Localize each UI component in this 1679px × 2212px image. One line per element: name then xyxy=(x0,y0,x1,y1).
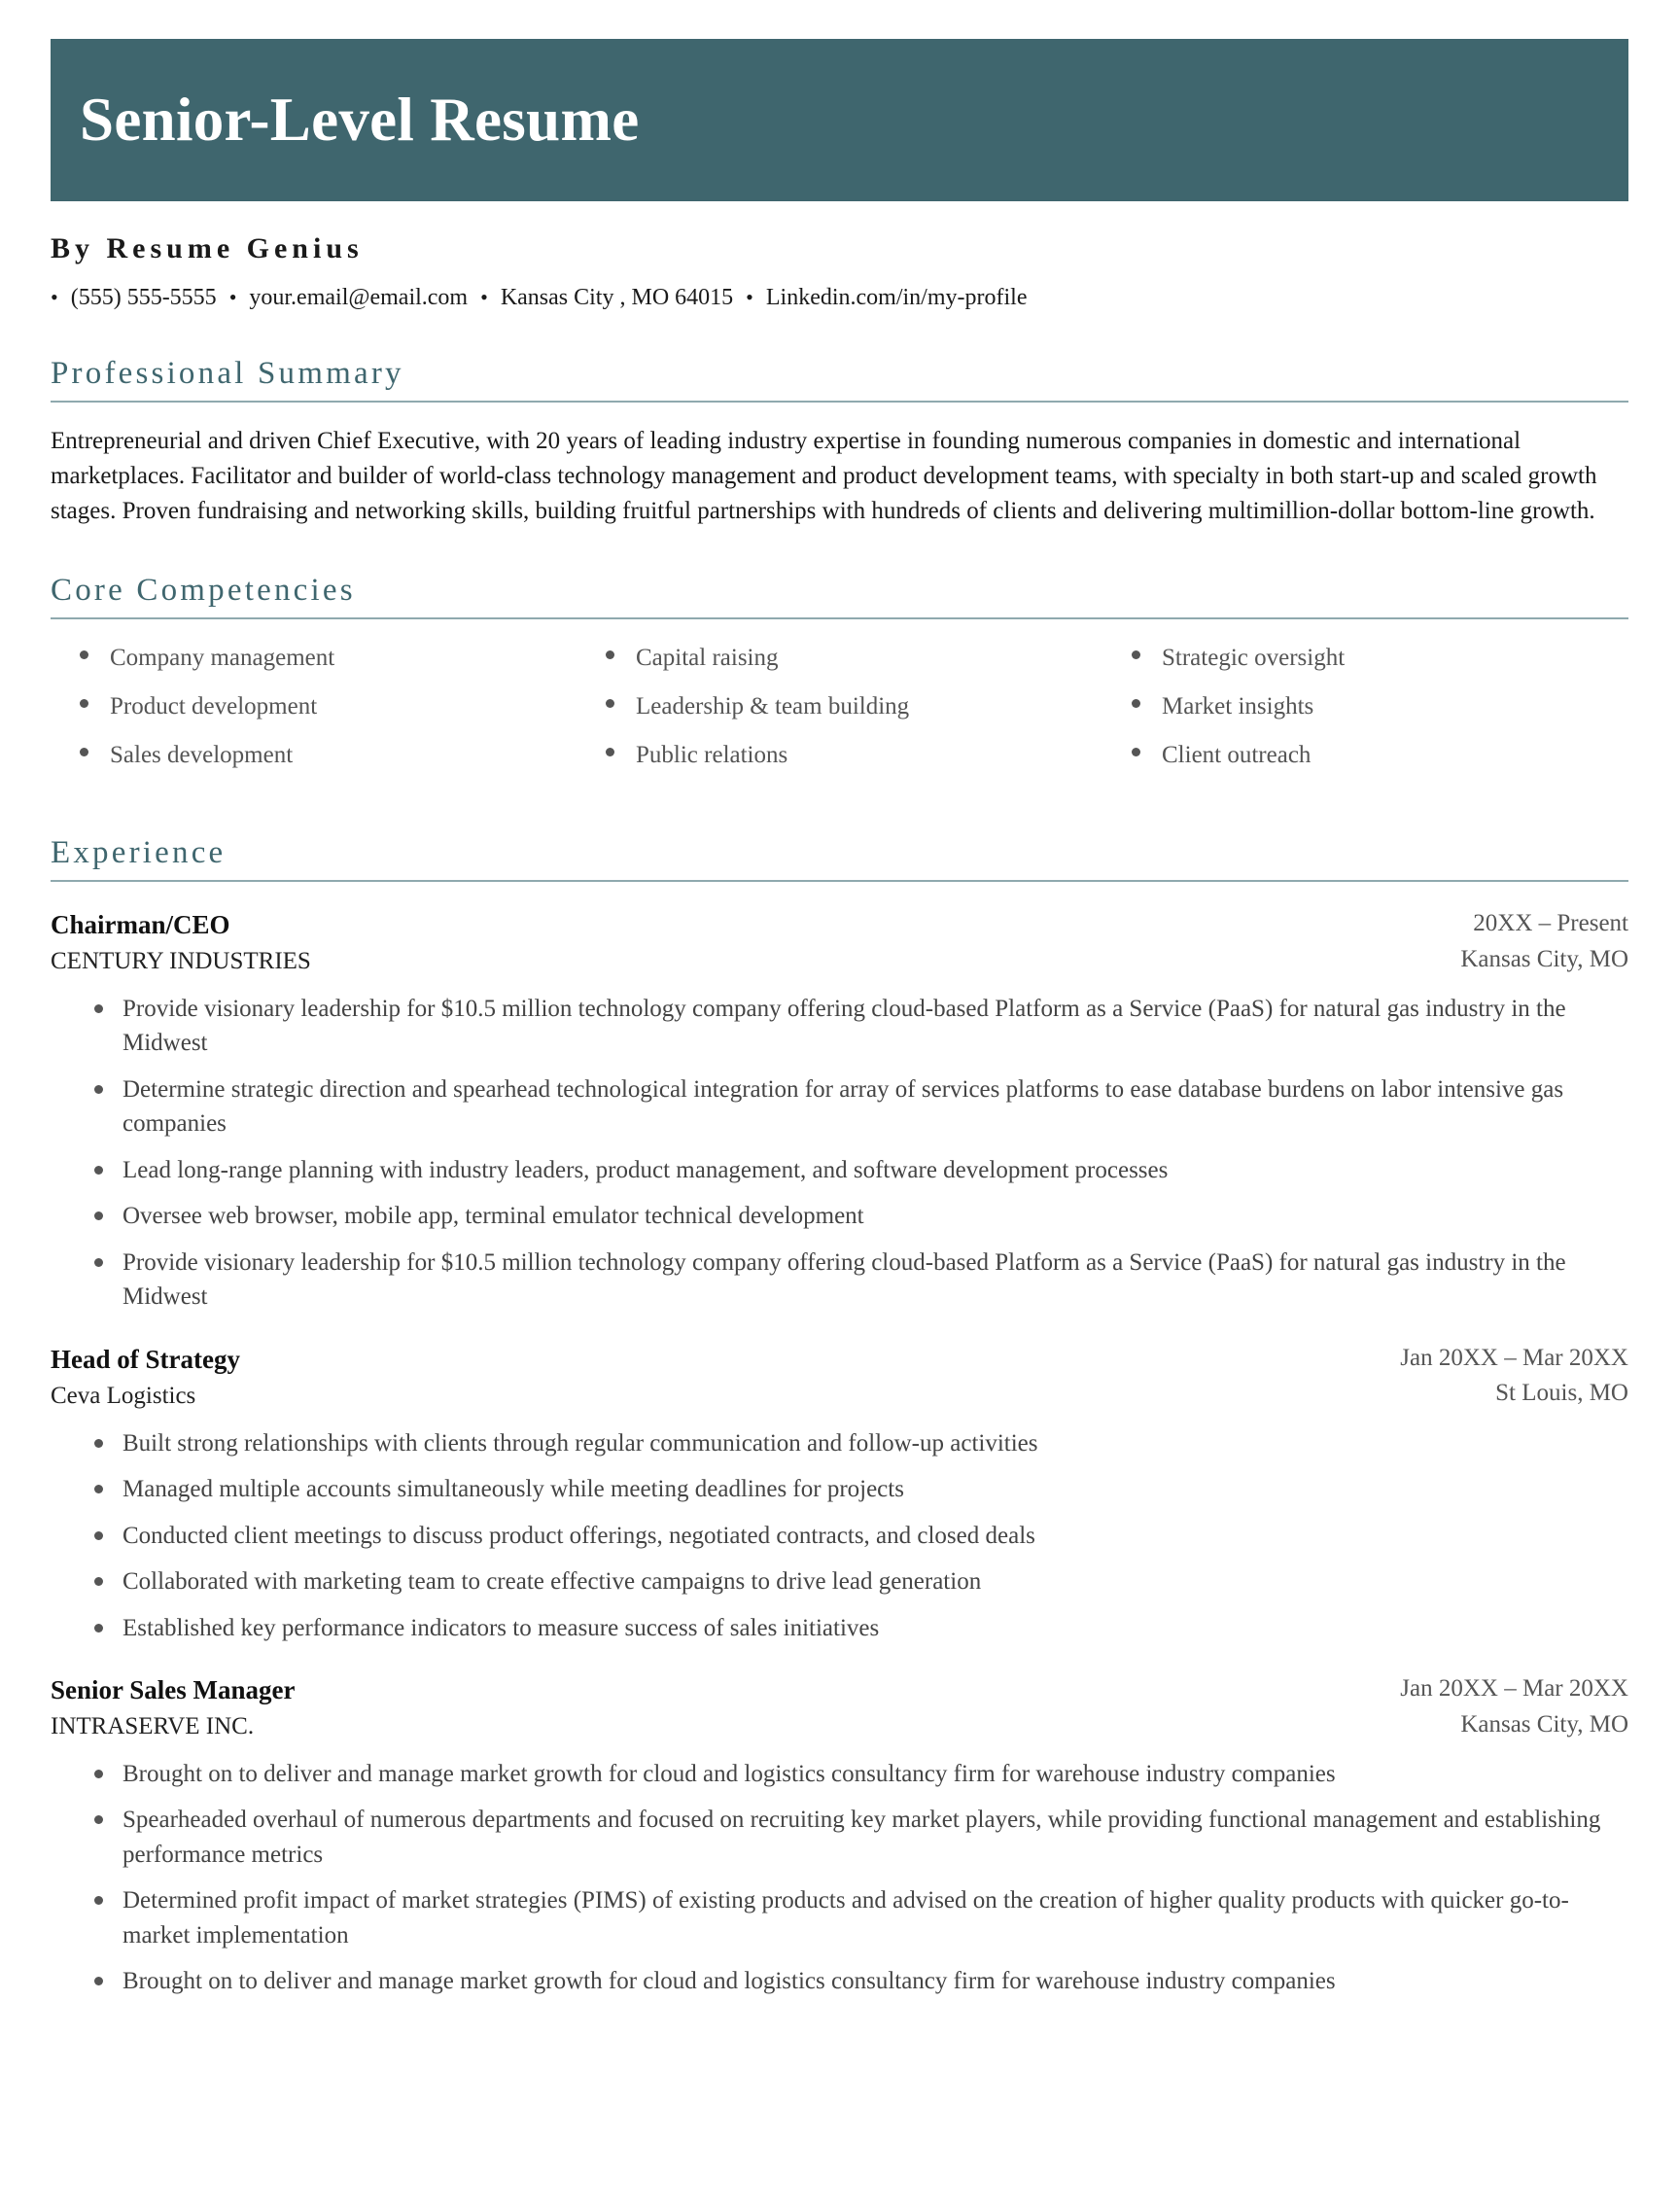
job-title: Chairman/CEO xyxy=(51,910,230,940)
summary-paragraph: Entrepreneurial and driven Chief Executive, with 20 years of leading industry expertise in founding numerous companies in domestic and international marketplaces. Facilitator and builder of world-class technology management and product development teams, with specialty in both start-up and scaled growth stages. Proven fundraising and networking skills, building fruitful partnerships with hundreds of clients and delivering multimillion-dollar bottom-line growth. xyxy=(51,428,1597,524)
competency-label: Sales development xyxy=(110,742,294,769)
job-bullet-text: Lead long-range planning with industry leaders, product management, and software development processes xyxy=(122,1156,1169,1183)
job-bullet-item xyxy=(51,1426,1628,1461)
author-byline: By Resume Genius xyxy=(51,232,364,264)
bullet-icon xyxy=(94,1896,103,1905)
experience-entry xyxy=(51,1344,1628,1645)
job-bullet-item xyxy=(51,1611,1628,1646)
bullet-icon xyxy=(94,1531,103,1540)
job-bullet-item xyxy=(51,1883,1628,1952)
bullet-icon: • xyxy=(480,285,488,309)
job-bullet-item xyxy=(51,1153,1628,1188)
bullet-icon xyxy=(94,1258,103,1267)
experience-entry-left xyxy=(51,1674,1381,1743)
job-bullet-item xyxy=(51,1964,1628,1999)
competencies-grid xyxy=(51,645,1628,790)
job-bullet-text: Spearheaded overhaul of numerous departments and focused on recruiting key market players, while providing functional management and establishing performance metrics xyxy=(122,1807,1601,1868)
job-location: Kansas City, MO xyxy=(1460,945,1628,972)
bullet-icon xyxy=(94,1166,103,1175)
competency-label: Market insights xyxy=(1162,693,1314,720)
contact-email[interactable]: your.email@email.com xyxy=(249,285,469,310)
bullet-icon xyxy=(94,1770,103,1778)
competency-label: Public relations xyxy=(636,742,788,769)
job-title: Senior Sales Manager xyxy=(51,1675,296,1705)
job-bullet-list xyxy=(51,992,1628,1315)
job-bullet-item xyxy=(51,1757,1628,1792)
bullet-icon xyxy=(1132,650,1140,659)
competency-item xyxy=(1102,645,1628,693)
contact-phone: (555) 555-5555 xyxy=(70,285,217,310)
job-bullet-list xyxy=(51,1426,1628,1646)
section-core-competencies xyxy=(51,573,1628,790)
job-bullet-text: Built strong relationships with clients through regular communication and follow-up activities xyxy=(122,1429,1038,1457)
contact-line xyxy=(51,285,1679,311)
job-bullet-item xyxy=(51,1246,1628,1315)
competency-label: Company management xyxy=(110,645,335,672)
job-bullet-item xyxy=(51,1199,1628,1234)
job-bullet-item xyxy=(51,1072,1628,1141)
job-company: Ceva Logistics xyxy=(51,1382,196,1409)
competency-item xyxy=(577,742,1102,790)
bullet-icon xyxy=(94,1624,103,1633)
job-bullet-item xyxy=(51,1564,1628,1599)
bullet-icon xyxy=(606,699,614,708)
bullet-icon xyxy=(94,1439,103,1448)
job-bullet-text: Established key performance indicators to measure success of sales initiatives xyxy=(122,1614,880,1641)
job-location: Kansas City, MO xyxy=(1460,1710,1628,1738)
job-company: CENTURY INDUSTRIES xyxy=(51,948,311,975)
bullet-icon xyxy=(1132,699,1140,708)
competency-label: Strategic oversight xyxy=(1162,645,1346,672)
bullet-icon: • xyxy=(228,285,237,309)
experience-entry-right xyxy=(1381,1344,1628,1410)
contact-linkedin[interactable]: Linkedin.com/in/my-profile xyxy=(765,285,1028,310)
job-date-range: Jan 20XX – Mar 20XX xyxy=(1400,1344,1628,1371)
job-bullet-item xyxy=(51,1472,1628,1507)
job-bullet-list xyxy=(51,1757,1628,1999)
experience-entry-header xyxy=(51,909,1628,978)
page-title: Senior-Level Resume xyxy=(80,86,640,155)
bullet-icon xyxy=(1132,748,1140,756)
job-bullet-text: Determined profit impact of market strategies (PIMS) of existing products and advised on the creation of higher quality products with quicker go-to-market implementation xyxy=(122,1887,1569,1949)
resume-header-band xyxy=(51,39,1628,201)
experience-entry-right xyxy=(1381,1674,1628,1740)
experience-entry xyxy=(51,909,1628,1315)
bullet-icon xyxy=(80,699,88,708)
bullet-icon xyxy=(606,748,614,756)
bullet-icon xyxy=(606,650,614,659)
competency-item xyxy=(577,693,1102,742)
job-bullet-text: Brought on to deliver and manage market growth for cloud and logistics consultancy firm for warehouse industry companies xyxy=(122,1760,1336,1787)
bullet-icon xyxy=(94,1815,103,1824)
job-bullet-text: Determine strategic direction and spearhead technological integration for array of services platforms to ease database burdens on labor intensive gas companies xyxy=(122,1075,1564,1138)
competency-label: Client outreach xyxy=(1162,742,1312,769)
experience-entry-left xyxy=(51,909,1441,978)
job-bullet-text: Provide visionary leadership for $10.5 million technology company offering cloud-based Platform as a Service (PaaS) for natural gas industry in the Midwest xyxy=(122,995,1566,1057)
job-bullet-text: Managed multiple accounts simultaneously while meeting deadlines for projects xyxy=(122,1476,904,1503)
section-experience xyxy=(51,835,1628,1999)
job-bullet-text: Conducted client meetings to discuss product offerings, negotiated contracts, and closed deals xyxy=(122,1522,1035,1549)
job-date-range: Jan 20XX – Mar 20XX xyxy=(1400,1675,1628,1703)
competency-label: Leadership & team building xyxy=(636,693,910,720)
job-company: INTRASERVE INC. xyxy=(51,1713,255,1740)
competency-item xyxy=(51,693,577,742)
experience-entry-left xyxy=(51,1344,1381,1413)
bullet-icon: • xyxy=(746,285,753,309)
bullet-icon xyxy=(94,1485,103,1493)
job-title: Head of Strategy xyxy=(51,1344,240,1374)
section-heading-experience: Experience xyxy=(51,835,1628,882)
job-bullet-text: Collaborated with marketing team to create effective campaigns to drive lead generation xyxy=(122,1568,982,1596)
experience-entry-header xyxy=(51,1674,1628,1743)
job-bullet-text: Oversee web browser, mobile app, terminal emulator technical development xyxy=(122,1203,864,1230)
section-professional-summary xyxy=(51,356,1628,528)
bullet-icon xyxy=(94,1977,103,1985)
bullet-icon xyxy=(94,1085,103,1094)
bullet-icon xyxy=(94,1577,103,1586)
competency-label: Capital raising xyxy=(636,645,779,672)
summary-body xyxy=(51,424,1628,528)
experience-entry-right xyxy=(1441,909,1628,975)
experience-entry-header xyxy=(51,1344,1628,1413)
competency-label: Product development xyxy=(110,693,318,720)
job-bullet-text: Brought on to deliver and manage market growth for cloud and logistics consultancy firm for warehouse industry companies xyxy=(122,1968,1336,1995)
resume-page xyxy=(0,39,1679,2212)
competency-item xyxy=(51,742,577,790)
bullet-icon xyxy=(80,650,88,659)
bullet-icon xyxy=(94,1004,103,1013)
competency-item xyxy=(51,645,577,693)
competency-item xyxy=(1102,742,1628,790)
job-bullet-text: Provide visionary leadership for $10.5 million technology company offering cloud-based Platform as a Service (PaaS) for natural gas industry in the Midwest xyxy=(122,1248,1566,1311)
experience-body xyxy=(51,909,1628,1999)
job-date-range: 20XX – Present xyxy=(1473,910,1628,937)
experience-entry xyxy=(51,1674,1628,1999)
section-heading-competencies: Core Competencies xyxy=(51,573,1628,619)
competency-item xyxy=(1102,693,1628,742)
section-heading-summary: Professional Summary xyxy=(51,356,1628,403)
job-bullet-item xyxy=(51,1519,1628,1554)
job-bullet-item xyxy=(51,1803,1628,1872)
contact-location: Kansas City , MO 64015 xyxy=(500,285,734,310)
bullet-icon: • xyxy=(51,285,58,309)
competency-item xyxy=(577,645,1102,693)
bullet-icon xyxy=(80,748,88,756)
job-location: St Louis, MO xyxy=(1495,1380,1628,1407)
job-bullet-item xyxy=(51,992,1628,1061)
bullet-icon xyxy=(94,1211,103,1220)
